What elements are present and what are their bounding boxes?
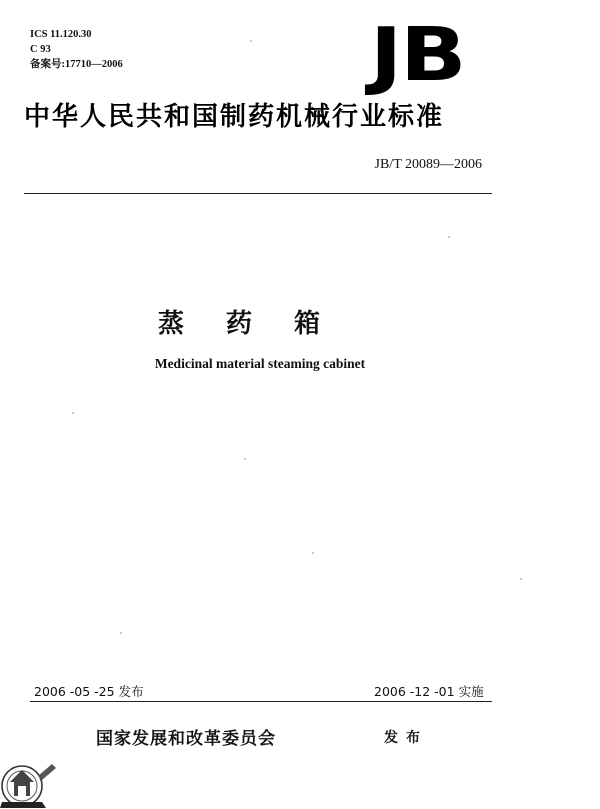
- ics-code: ICS 11.120.30: [30, 29, 92, 40]
- scan-speck: [120, 632, 122, 634]
- implementation-date: 2006 -12 -01 实施: [374, 684, 484, 699]
- corner-watermark-icon: [0, 736, 64, 809]
- document-title-chinese: 蒸药箱: [157, 309, 362, 339]
- issuing-action: 发布: [384, 730, 428, 746]
- filing-number: 备案号:17710—2006: [30, 59, 123, 70]
- standard-number: JB/T 20089—2006: [374, 157, 482, 172]
- jb-logo: JB: [369, 12, 465, 98]
- classification-code: C 93: [30, 44, 51, 55]
- organization-title: 中华人民共和国制药机械行业标准: [24, 102, 445, 132]
- scan-speck: [520, 578, 522, 580]
- scan-speck: [250, 40, 252, 42]
- document-title-english: Medicinal material steaming cabinet: [154, 356, 366, 371]
- issue-date: 2006 -05 -25 发布: [34, 684, 144, 699]
- top-divider: [24, 193, 492, 194]
- bottom-divider: [30, 701, 492, 702]
- scan-speck: [72, 412, 74, 414]
- scan-speck: [448, 236, 450, 238]
- issuing-authority: 国家发展和改革委员会: [96, 729, 276, 749]
- scan-speck: [312, 552, 314, 554]
- scan-speck: [244, 458, 246, 460]
